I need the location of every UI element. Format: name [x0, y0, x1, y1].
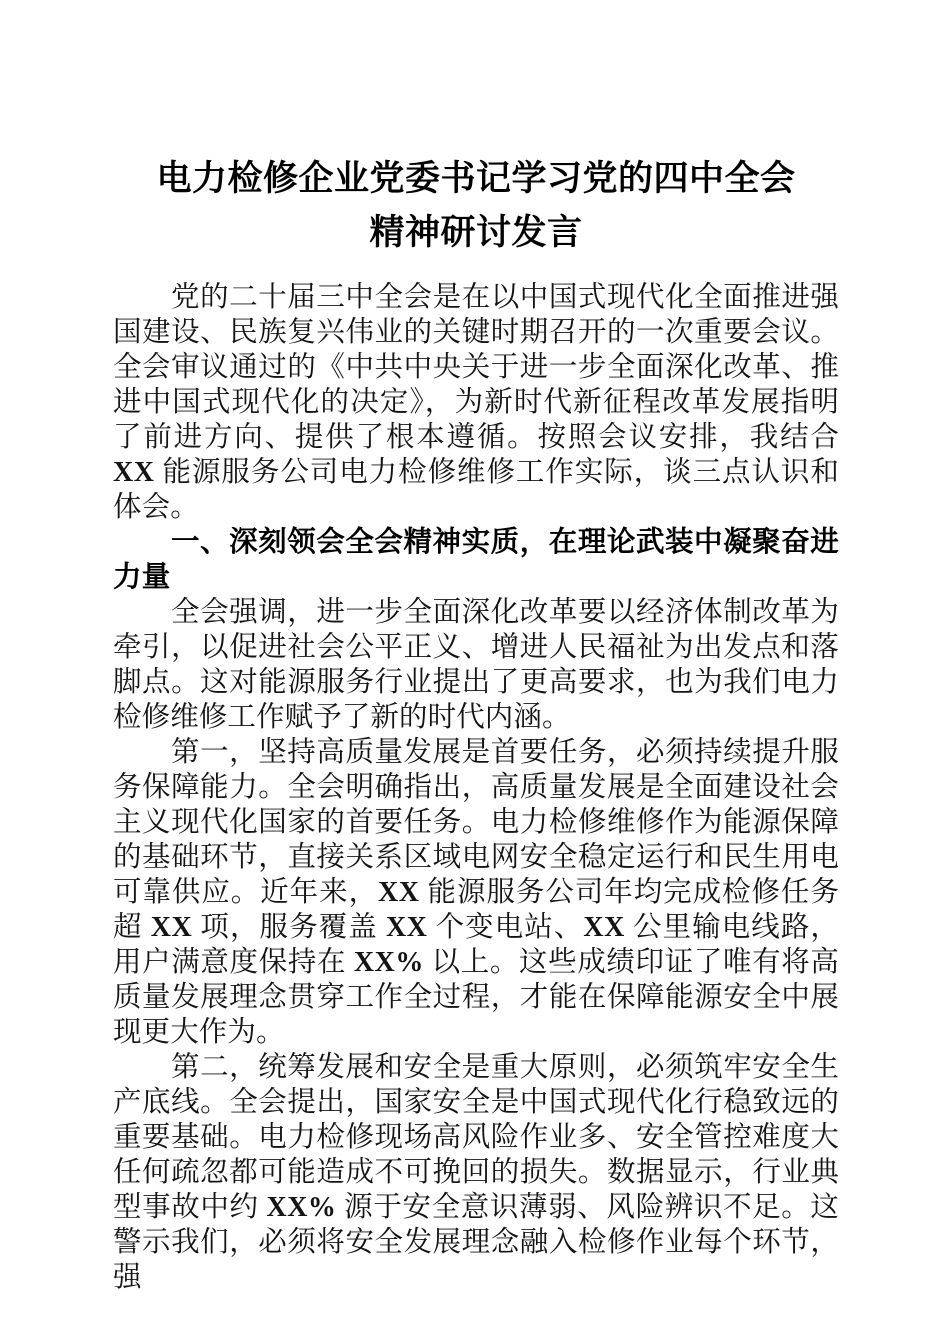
page-title-line-1: 电力检修企业党委书记学习党的四中全会 — [156, 159, 796, 198]
placeholder-value: XX — [385, 912, 428, 943]
document-content — [113, 0, 839, 1295]
section-heading-one: 一、深刻领会全会精神实质，在理论武装中凝聚奋进力量 — [113, 526, 839, 593]
placeholder-value: XX — [583, 912, 625, 943]
point-one-paragraph: 第一，坚持高质量发展是首要任务，必须持续提升服务保障能力。全会明确指出，高质量发展是全面建设社会主义现代化国家的首要任务。电力检修维修作为能源保障的基础环节，直接关系区域电网安全稳定运行和民生用电可靠供应。近年来，XX 能源服务公司年均完成检修任务超 XX 项，服务覆盖 XX 个变电站、XX 公里输电线路，用户满意度保持在 XX% 以上。这些成绩印证了唯有将高质量发展理念贯穿工作全过程，才能在保障能源安全中展现更大作为。 — [113, 737, 839, 1048]
page-title — [113, 0, 839, 260]
section-one-lead-paragraph: 全会强调，进一步全面深化改革要以经济体制改革为牵引，以促进社会公平正义、增进人民福祉为出发点和落脚点。这对能源服务行业提出了更高要求，也为我们电力检修维修工作赋予了新的时代内涵。 — [113, 597, 839, 733]
intro-paragraph: 党的二十届三中全会是在以中国式现代化全面推进强国建设、民族复兴伟业的关键时期召开的一次重要会议。全会审议通过的《中共中央关于进一步全面深化改革、推进中国式现代化的决定》，为新时代新征程改革发展指明了前进方向、提供了根本遵循。按照会议安排，我结合 XX 能源服务公司电力检修维修工作实际，谈三点认识和体会。 — [113, 282, 839, 523]
placeholder-value: XX% — [353, 947, 424, 978]
placeholder-value: XX — [113, 457, 155, 488]
page-title-line-2: 精神研讨发言 — [369, 213, 583, 252]
placeholder-value: XX — [378, 877, 420, 908]
placeholder-value: XX — [150, 912, 193, 943]
placeholder-value: XX% — [266, 1192, 337, 1223]
point-two-paragraph: 第二，统筹发展和安全是重大原则，必须筑牢安全生产底线。全会提出，国家安全是中国式现代化行稳致远的重要基础。电力检修现场高风险作业多、安全管控难度大任何疏忽都可能造成不可挽回的损失。数据显示，行业典型事故中约 XX% 源于安全意识薄弱、风险辨识不足。这警示我们，必须将安全发展理念融入检修作业每个环节，强 — [113, 1052, 839, 1293]
